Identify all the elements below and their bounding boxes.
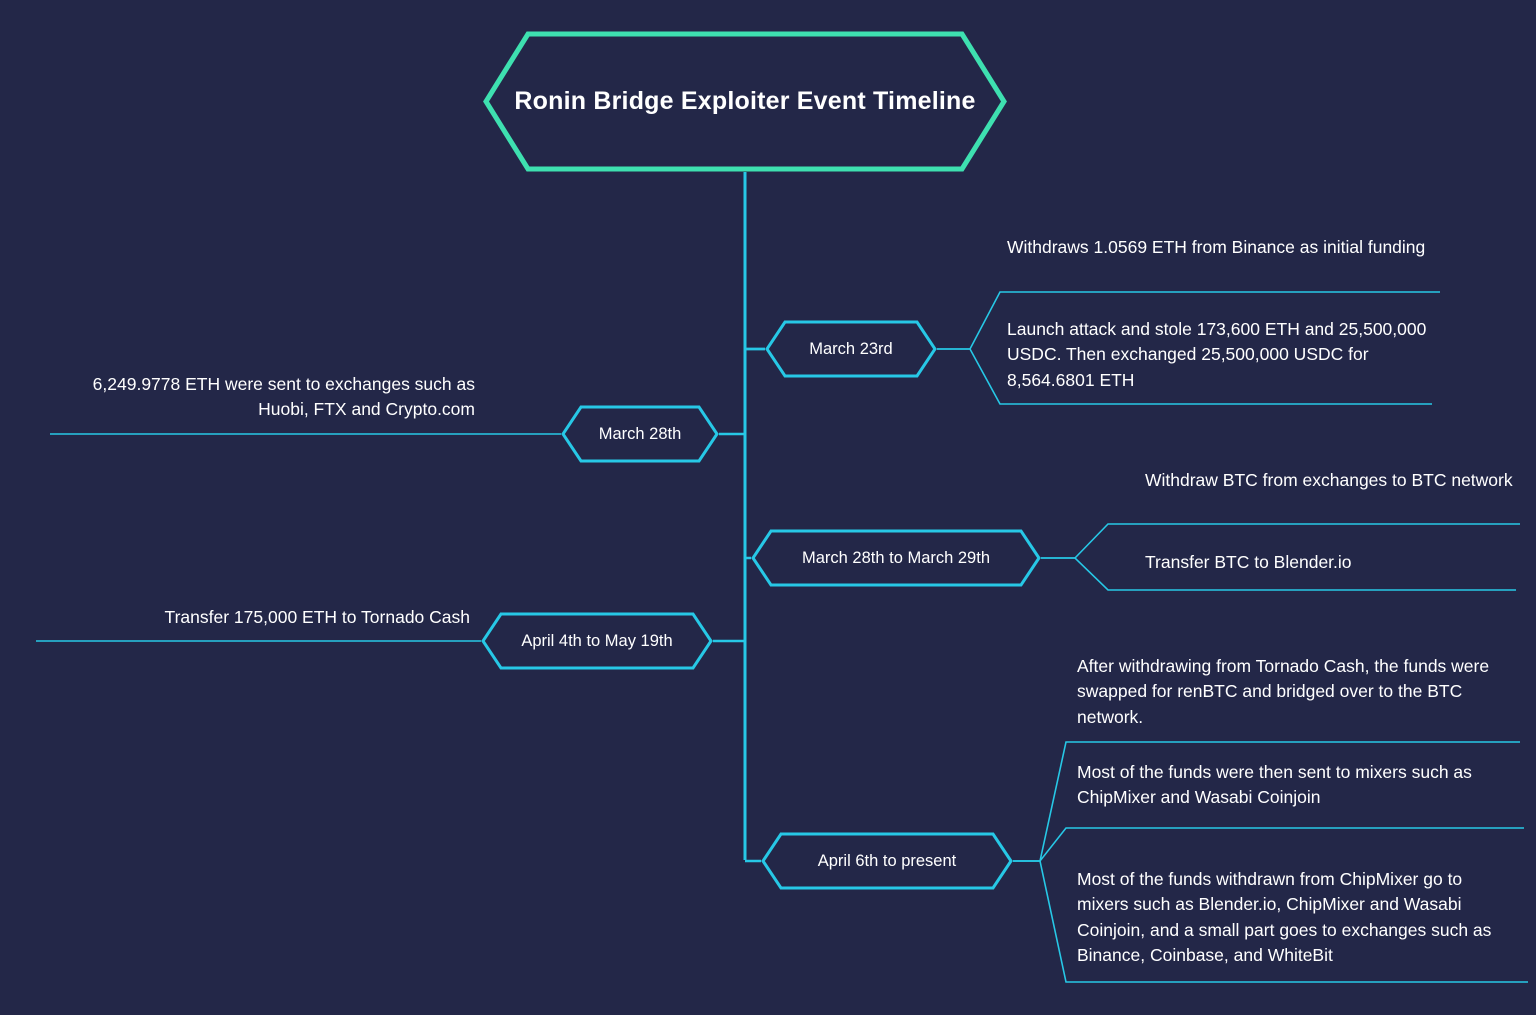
node-march-28[interactable] [561,405,719,463]
leaf-march-23-item-1: Withdraws 1.0569 ETH from Binance as initial funding [1007,237,1426,257]
node-april-6-to-present-label: April 6th to present [817,851,957,870]
node-march-23-label: March 23rd [809,339,893,358]
leaf-march-28-to-29-item-2: Transfer BTC to Blender.io [1145,552,1352,572]
leaf-april-4-item-1: Transfer 175,000 ETH to Tornado Cash [164,607,470,627]
node-april-4-to-may-19-label: April 4th to May 19th [521,631,673,650]
node-april-6-to-present[interactable] [761,832,1013,890]
root-node-label: Ronin Bridge Exploiter Event Timeline [514,86,976,115]
leaf-april-6-item-1: After withdrawing from Tornado Cash, the funds were swapped for renBTC and bridged over to the BTC network. [1077,656,1490,727]
node-march-28-to-29[interactable] [751,529,1041,587]
leaf-april-6-item-3: Most of the funds withdrawn from ChipMixer go to mixers such as Blender.io, ChipMixer and Wasabi Coinjoin, and a small part goes to exchanges such as Binance, Coinbase, and WhiteBit [1077,869,1492,966]
node-march-28-label: March 28th [598,424,682,443]
node-march-28-to-29-label: March 28th to March 29th [801,548,990,567]
node-april-4-to-may-19[interactable] [481,612,713,670]
leaf-march-23-item-2: Launch attack and stole 173,600 ETH and 25,500,000 USDC. Then exchanged 25,500,000 USDC for 8,564.6801 ETH [1007,319,1427,390]
leaf-march-28-item-1: 6,249.9778 ETH were sent to exchanges such as Huobi, FTX and Crypto.com [92,374,475,420]
leaf-march-28-to-29-item-1: Withdraw BTC from exchanges to BTC network [1145,470,1513,490]
root-node[interactable] [483,31,1007,172]
leaf-april-6-item-2: Most of the funds were then sent to mixers such as ChipMixer and Wasabi Coinjoin [1077,762,1472,808]
node-march-23[interactable] [765,320,937,378]
